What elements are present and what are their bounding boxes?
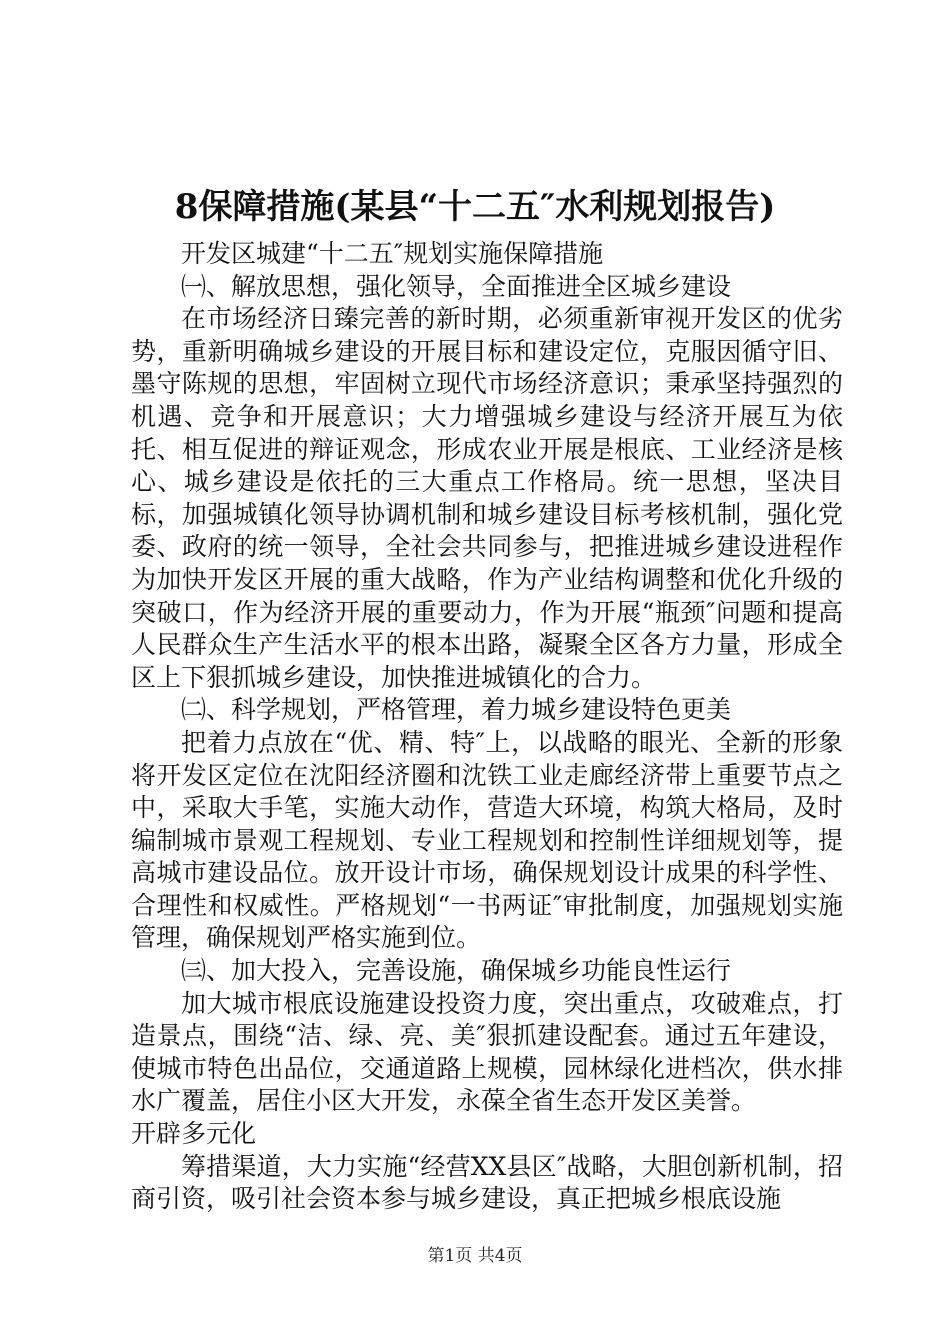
document-body <box>131 238 843 1216</box>
body-paragraph-2: 把着力点放在“优、精、特″上，以战略的眼光、全新的形象将开发区定位在沈阳经济圈和沈铁工业走廊经济带上重要节点之中，采取大手笔，实施大动作，营造大环境，构筑大格局，及时编制城市景观工程规划、专业工程规划和控制性详细规划等，提高城市建设品位。放开设计市场，确保规划设计成果的科学性、合理性和权威性。严格规划“一书两证″审批制度，加强规划实施管理，确保规划严格实施到位。 <box>131 727 843 953</box>
body-paragraph-1: 在市场经济日臻完善的新时期，必须重新审视开发区的优劣势，重新明确城乡建设的开展目标和建设定位，克服因循守旧、墨守陈规的思想，牢固树立现代市场经济意识；秉承坚持强烈的机遇、竞争和开展意识；大力增强城乡建设与经济开展互为依托、相互促进的辩证观念，形成农业开展是根底、工业经济是核心、城乡建设是依托的三大重点工作格局。统一思想，坚决目标，加强城镇化领导协调机制和城乡建设目标考核机制，强化党委、政府的统一领导，全社会共同参与，把推进城乡建设进程作为加快开发区开展的重大战略，作为产业结构调整和优化升级的突破口，作为经济开展的重要动力，作为开展“瓶颈″问题和提高人民群众生产生活水平的根本出路，凝聚全区各方力量，形成全区上下狠抓城乡建设，加快推进城镇化的合力。 <box>131 304 843 692</box>
body-paragraph-4: 筹措渠道，大力实施“经营XX县区″战略，大胆创新机制，招商引资，吸引社会资本参与城乡建设，真正把城乡根底设施 <box>131 1151 843 1214</box>
page-indicator: 第1页 共4页 <box>427 1246 523 1266</box>
document-title: 8保障措施(某县“十二五″水利规划报告) <box>174 187 776 227</box>
subsection-heading-2: ㈡、科学规划，严格管理，着力城乡建设特色更美 <box>181 695 732 725</box>
subsection-heading-1: ㈠、解放思想，强化领导，全面推进全区城乡建设 <box>181 271 732 301</box>
section-heading: 开发区城建“十二五″规划实施保障措施 <box>181 239 604 268</box>
subsection-heading-3: ㈢、加大投入，完善设施，确保城乡功能良性运行 <box>181 956 732 986</box>
body-paragraph-3: 加大城市根底设施建设投资力度，突出重点，攻破难点，打造景点，围绕“洁、绿、亮、美″狠抓建设配套。通过五年建设，使城市特色出品位，交通道路上规模，园林绿化进档次，供水排水广覆盖，居住小区大开发，永葆全省生态开发区美誉。 <box>131 988 843 1116</box>
body-paragraph-fragment: 开辟多元化 <box>131 1119 257 1149</box>
